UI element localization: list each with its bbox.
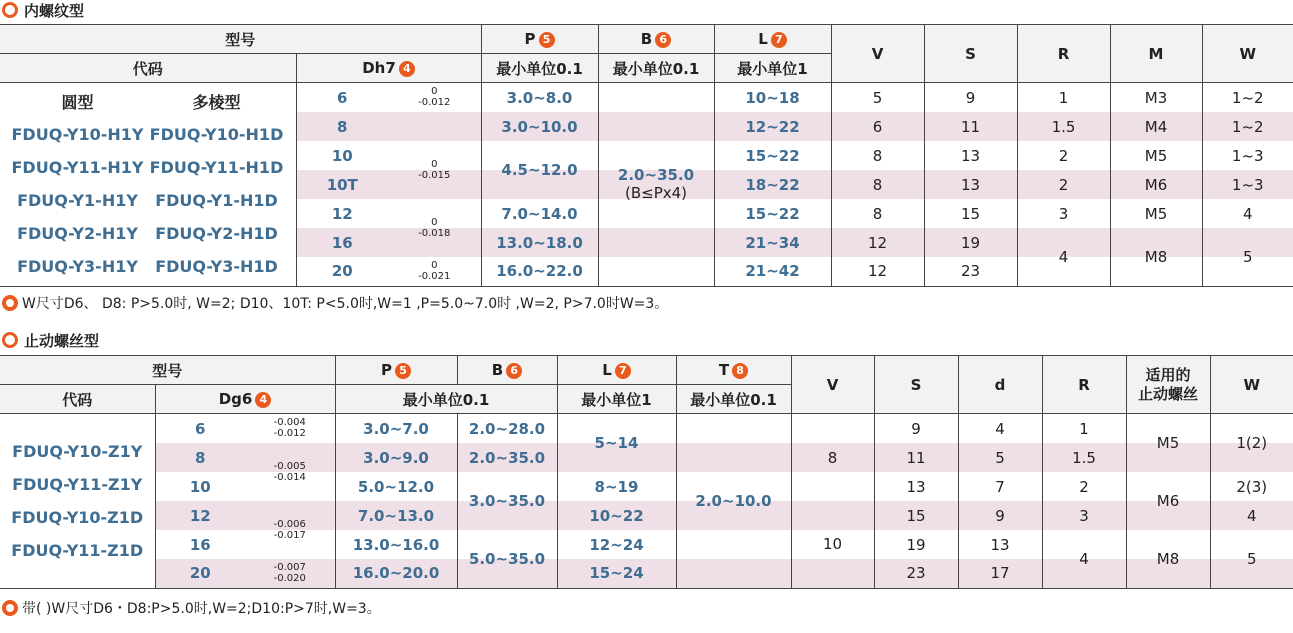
d-cell: 16 — [189, 535, 211, 554]
p-cell: 13.0~16.0 — [335, 530, 457, 559]
table2-body — [0, 414, 1293, 589]
p-cell: 7.0~13.0 — [335, 501, 457, 530]
polygon-type-label: 多棱型 — [192, 93, 241, 113]
table1-header — [0, 24, 1293, 83]
r-cell: 4 — [1017, 228, 1110, 286]
l-unit: 最小单位1 — [714, 54, 831, 83]
code-item: FDUQ-Y10-H1Y — [11, 125, 144, 145]
code-item: FDUQ-Y10-H1D — [149, 125, 284, 145]
tol-cell: -0.006 -0.017 — [245, 501, 335, 559]
section1-title — [2, 0, 84, 20]
r-cell: 3 — [1017, 199, 1110, 228]
s-cell: 9 — [924, 83, 1017, 112]
w-header: W — [1202, 25, 1293, 83]
s-cell: 23 — [874, 559, 958, 588]
w-cell: 1~2 — [1231, 88, 1264, 107]
code-item: FDUQ-Y11-Z1D — [11, 540, 144, 560]
dg6-header: Dg6 4 — [155, 385, 335, 414]
w-cell: 1~3 — [1231, 175, 1264, 194]
v-cell: 8 — [831, 199, 924, 228]
dd-cell: 7 — [958, 472, 1042, 501]
m-cell: M5 — [1110, 141, 1202, 170]
d-cell: 20 — [189, 564, 211, 583]
d-cell: 10 — [189, 477, 211, 496]
section2-title — [2, 330, 99, 350]
m-cell: M8 — [1110, 228, 1202, 286]
p-header: P 5 — [335, 356, 457, 385]
tol-cell — [388, 112, 481, 141]
tol-cell: -0.004 -0.012 — [245, 414, 335, 443]
section1-title-text: 内螺纹型 — [24, 1, 85, 20]
v-cell: 6 — [831, 112, 924, 141]
s-cell: 15 — [874, 501, 958, 530]
d-cell: 6 — [337, 88, 348, 107]
dd-cell: 17 — [958, 559, 1042, 588]
d-cell: 6 — [195, 419, 206, 438]
r-cell: 1.5 — [1017, 112, 1110, 141]
d-cell: 16 — [331, 233, 353, 252]
t-unit: 最小单位0.1 — [676, 385, 791, 414]
code-item: FDUQ-Y10-Z1Y — [12, 441, 143, 461]
screw-cell: M6 — [1126, 472, 1210, 530]
dd-cell: 5 — [958, 443, 1042, 472]
r-cell: 4 — [1042, 530, 1126, 588]
section2-note-text: 带( )W尺寸D6・D8:P>5.0时,W=2;D10:P>7时,W=3。 — [22, 601, 381, 617]
table1-body — [0, 83, 1293, 287]
r-cell: 1 — [1017, 83, 1110, 112]
l-cell: 12~24 — [557, 530, 676, 559]
r-cell: 2 — [1017, 141, 1110, 170]
r-header: R — [1017, 25, 1110, 83]
v-cell: 12 — [831, 228, 924, 257]
d-cell: 12 — [189, 506, 211, 525]
tol-cell: 0 -0.015 — [388, 141, 481, 199]
m-cell: M6 — [1110, 170, 1202, 199]
v-cell: 8 — [831, 141, 924, 170]
w-cell: 4 — [1246, 506, 1257, 525]
circle-icon — [2, 2, 18, 18]
l-cell: 15~24 — [557, 559, 676, 588]
l-header: L 7 — [714, 25, 831, 54]
code-item: FDUQ-Y1-H1D — [155, 191, 278, 211]
r-cell: 1 — [1042, 414, 1126, 443]
section2-note — [2, 597, 381, 619]
b-cell: 2.0~35.0 (B≤Px4) — [598, 83, 714, 286]
s-cell: 9 — [874, 414, 958, 443]
section1-note — [2, 292, 668, 314]
section1-note-text: W尺寸D6、 D8: P>5.0时, W=2; D10、10T: P<5.0时,W=1 ,P=5.0~7.0时 ,W=2, P>7.0时W=3。 — [22, 296, 669, 312]
screw-cell: M8 — [1126, 530, 1210, 588]
w-cell: 4 — [1242, 204, 1253, 223]
r-cell: 2 — [1042, 472, 1126, 501]
m-cell: M5 — [1110, 199, 1202, 228]
p-cell: 3.0~8.0 — [481, 83, 598, 112]
p-unit: 最小单位0.1 — [481, 54, 598, 83]
bullet-icon — [2, 600, 18, 616]
r-cell: 2 — [1017, 170, 1110, 199]
code-item: FDUQ-Y11-H1D — [149, 158, 284, 178]
v-cell: 8 — [791, 414, 874, 501]
v-cell: 5 — [831, 83, 924, 112]
p-cell: 16.0~20.0 — [335, 559, 457, 588]
w-cell: 5 — [1202, 228, 1293, 286]
w-cell: 1~2 — [1231, 117, 1264, 136]
b-cell: 5.0~35.0 — [457, 530, 557, 588]
w-header: W — [1210, 356, 1293, 414]
tol-cell: -0.005 -0.014 — [245, 443, 335, 501]
s-cell: 13 — [924, 170, 1017, 199]
v-cell: 12 — [831, 257, 924, 286]
r-cell: 3 — [1042, 501, 1126, 530]
r-cell: 1.5 — [1042, 443, 1126, 472]
s-cell: 11 — [924, 112, 1017, 141]
screw-header: 适用的 止动螺丝 — [1126, 356, 1210, 414]
r-header: R — [1042, 356, 1126, 414]
b-cell: 3.0~35.0 — [457, 472, 557, 530]
b-unit: 最小单位0.1 — [598, 54, 714, 83]
d-cell: 12 — [331, 204, 353, 223]
p-cell: 13.0~18.0 — [481, 228, 598, 257]
code-header: 代码 — [0, 385, 155, 414]
s-cell: 19 — [924, 228, 1017, 257]
d-cell: 8 — [195, 448, 206, 467]
w-cell: 1~3 — [1231, 146, 1264, 165]
tol-cell: 0 -0.012 — [388, 83, 481, 112]
p-cell: 5.0~12.0 — [335, 472, 457, 501]
l-cell: 12~22 — [714, 112, 831, 141]
b-header: B 6 — [457, 356, 557, 385]
l-header: L 7 — [557, 356, 676, 385]
dd-cell: 9 — [958, 501, 1042, 530]
dd-cell: 4 — [958, 414, 1042, 443]
model-header: 型号 — [0, 25, 481, 54]
dh7-header: Dh7 4 — [296, 54, 481, 83]
round-type-label: 圆型 — [61, 93, 94, 113]
l-cell: 5~14 — [557, 414, 676, 472]
t-cell: 2.0~10.0 — [676, 414, 791, 588]
m-cell: M3 — [1110, 83, 1202, 112]
code-item: FDUQ-Y11-H1Y — [11, 158, 144, 178]
s-cell: 13 — [924, 141, 1017, 170]
circle-icon — [2, 332, 18, 348]
code-header: 代码 — [0, 54, 296, 83]
l-cell: 21~34 — [714, 228, 831, 257]
tol-cell: 0 -0.021 — [388, 257, 481, 286]
b-header: B 6 — [598, 25, 714, 54]
table2-header — [0, 355, 1293, 414]
p-cell: 3.0~10.0 — [481, 112, 598, 141]
bullet-icon — [2, 295, 18, 311]
code-item: FDUQ-Y2-H1Y — [17, 224, 138, 244]
s-header: S — [924, 25, 1017, 83]
section2-title-text: 止动螺丝型 — [24, 331, 100, 350]
m-header: M — [1110, 25, 1202, 83]
code-item: FDUQ-Y10-Z1D — [11, 507, 144, 527]
dd-cell: 13 — [958, 530, 1042, 559]
m-cell: M4 — [1110, 112, 1202, 141]
s-cell: 15 — [924, 199, 1017, 228]
p-cell: 3.0~9.0 — [335, 443, 457, 472]
l-cell: 10~18 — [714, 83, 831, 112]
code-item: FDUQ-Y1-H1Y — [17, 191, 138, 211]
s-cell: 23 — [924, 257, 1017, 286]
model-header: 型号 — [0, 356, 335, 385]
d-cell: 10 — [331, 146, 353, 165]
pb-unit: 最小单位0.1 — [335, 385, 557, 414]
p-cell: 7.0~14.0 — [481, 199, 598, 228]
l-cell: 15~22 — [714, 199, 831, 228]
p-cell: 4.5~12.0 — [481, 141, 598, 199]
code-item: FDUQ-Y3-H1Y — [17, 257, 138, 277]
d-small-header: d — [958, 356, 1042, 414]
d-cell: 20 — [331, 262, 353, 281]
l-cell: 8~19 — [557, 472, 676, 501]
l-cell: 10~22 — [557, 501, 676, 530]
code-item: FDUQ-Y2-H1D — [155, 224, 278, 244]
l-unit: 最小单位1 — [557, 385, 676, 414]
d-cell: 8 — [337, 117, 348, 136]
d-cell: 10T — [326, 175, 358, 194]
s-cell: 19 — [874, 530, 958, 559]
v-header: V — [791, 356, 874, 414]
tol-cell: 0 -0.018 — [388, 199, 481, 257]
code-item: FDUQ-Y3-H1D — [155, 257, 278, 277]
l-cell: 18~22 — [714, 170, 831, 199]
p-cell: 3.0~7.0 — [335, 414, 457, 443]
s-cell: 11 — [874, 443, 958, 472]
code-cell — [0, 83, 296, 286]
p-cell: 16.0~22.0 — [481, 257, 598, 286]
l-cell: 15~22 — [714, 141, 831, 170]
v-cell: 10 — [791, 501, 874, 588]
tol-cell: -0.007 -0.020 — [245, 559, 335, 588]
w-cell: 2(3) — [1236, 477, 1268, 496]
code-item: FDUQ-Y11-Z1Y — [12, 474, 143, 494]
l-cell: 21~42 — [714, 257, 831, 286]
s-header: S — [874, 356, 958, 414]
b-cell: 2.0~28.0 — [457, 414, 557, 443]
w-cell: 1(2) — [1210, 414, 1293, 472]
screw-cell: M5 — [1126, 414, 1210, 472]
v-cell: 8 — [831, 170, 924, 199]
b-cell: 2.0~35.0 — [457, 443, 557, 472]
s-cell: 13 — [874, 472, 958, 501]
p-header: P 5 — [481, 25, 598, 54]
code-cell — [0, 414, 155, 588]
v-header: V — [831, 25, 924, 83]
t-header: T 8 — [676, 356, 791, 385]
w-cell: 5 — [1210, 530, 1293, 588]
